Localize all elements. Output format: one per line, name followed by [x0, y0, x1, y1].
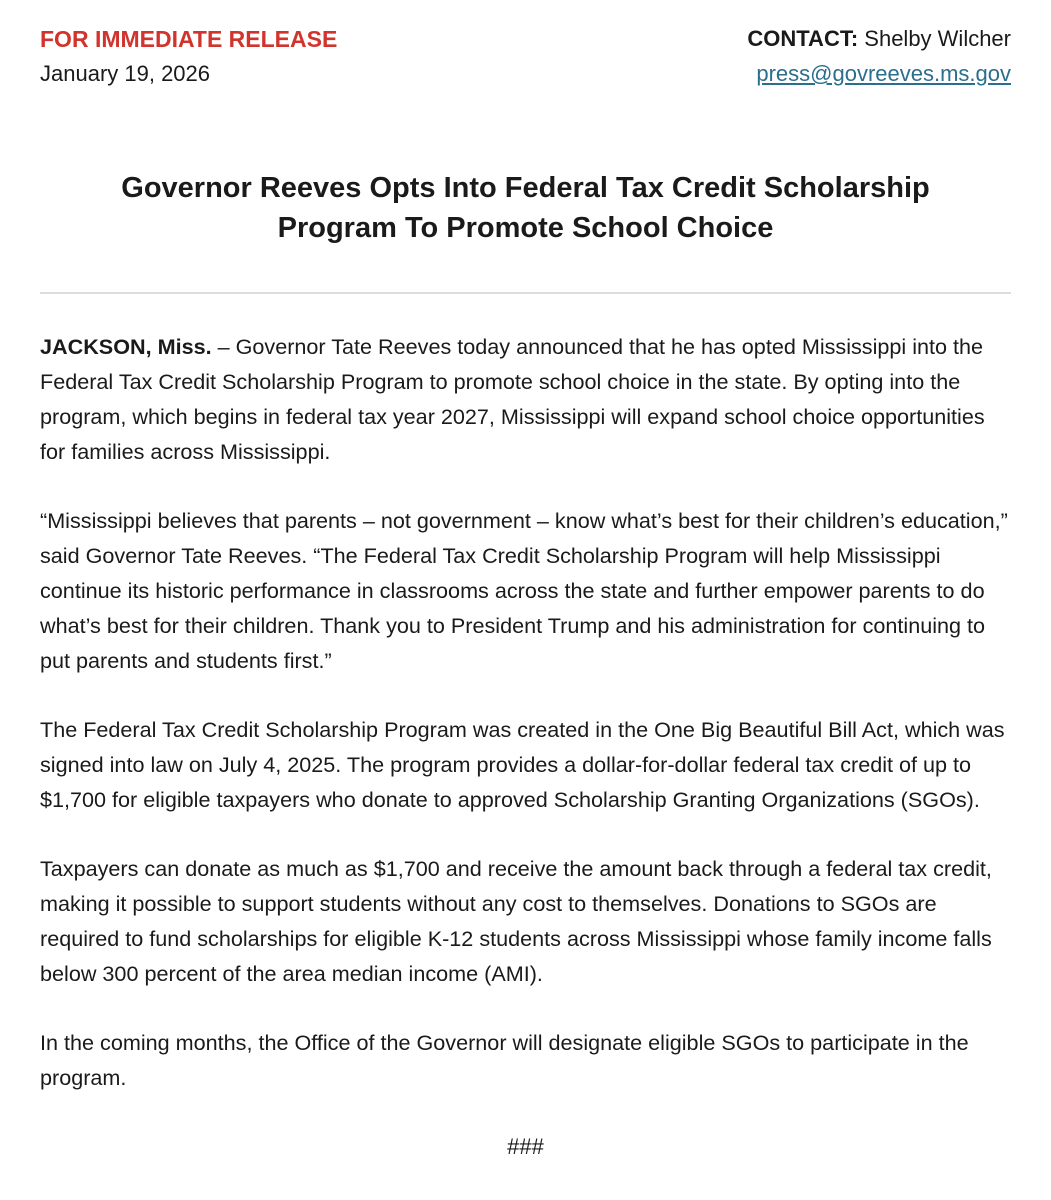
- contact-info: [747, 22, 1011, 92]
- contact-email-link[interactable]: press@govreeves.ms.gov: [756, 61, 1011, 86]
- end-mark: ###: [507, 1134, 544, 1159]
- paragraph-1-text: – Governor Tate Reeves today announced that he has opted Mississippi into the Federal Tax Credit Scholarship Program to promote school choice in the state. By opting into the program, which begins in federal tax year 2027, Mississippi will expand school choice opportunities for families across Mississippi.: [40, 334, 985, 464]
- release-body: [40, 329, 1011, 1095]
- release-label: FOR IMMEDIATE RELEASE: [40, 26, 338, 52]
- press-release: [40, 22, 1011, 1164]
- paragraph-5: In the coming months, the Office of the Governor will designate eligible SGOs to participate in the program.: [40, 1030, 969, 1090]
- contact-name: Shelby Wilcher: [864, 26, 1011, 51]
- release-date: January 19, 2026: [40, 61, 211, 86]
- paragraph-1: [40, 329, 1011, 469]
- paragraph-4: Taxpayers can donate as much as $1,700 and receive the amount back through a federal tax credit, making it possible to support students without any cost to themselves. Donations to SGOs are required to fund scholarships for eligible K-12 students across Mississippi whose family income falls below 300 percent of the area median income (AMI).: [40, 856, 992, 986]
- contact-label: CONTACT:: [747, 26, 859, 51]
- paragraph-3: The Federal Tax Credit Scholarship Program was created in the One Big Beautiful Bill Act, which was signed into law on July 4, 2025. The program provides a dollar-for-dollar federal tax credit of up to $1,700 for eligible taxpayers who donate to approved Scholarship Granting Organizations (SGOs).: [40, 717, 1005, 812]
- release-info: [40, 22, 337, 92]
- contact-line: [747, 22, 1011, 56]
- dateline: JACKSON, Miss.: [40, 334, 212, 359]
- paragraph-2: “Mississippi believes that parents – not government – know what’s best for their children’s education,” said Governor Tate Reeves. “The Federal Tax Credit Scholarship Program will help Mississippi continue its historic performance in classrooms across the state and further empower parents to do what’s best for their children. Thank you to President Trump and his administration for continuing to put parents and students first.”: [40, 508, 1008, 673]
- headline: Governor Reeves Opts Into Federal Tax Credit Scholarship Program To Promote School Choice: [121, 172, 930, 244]
- release-header: [40, 22, 1011, 92]
- divider: [40, 292, 1011, 294]
